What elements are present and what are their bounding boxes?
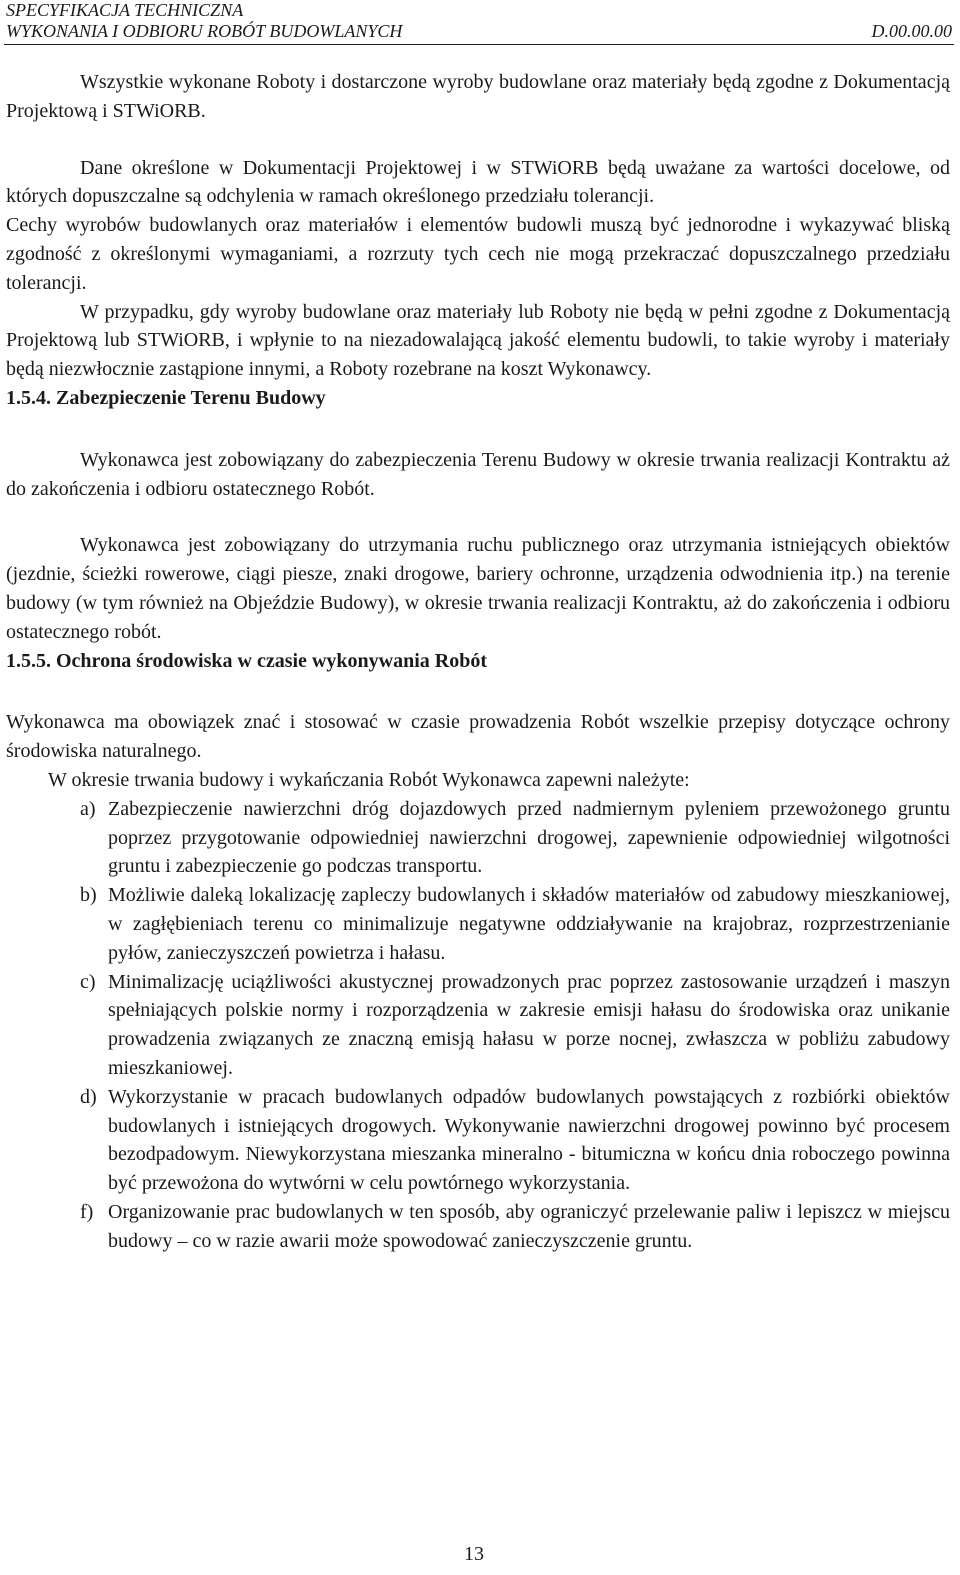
paragraph: Cechy wyrobów budowlanych oraz materiałów i elementów budowli muszą być jednorodne i wykazywać bliską zgodność z określonymi wymaganiami, a rozrzuty tych cech nie mogą przekraczać dopuszczalnego przedziału tolerancji. bbox=[6, 214, 950, 294]
paragraph: Wykonawca jest zobowiązany do utrzymania ruchu publicznego oraz utrzymania istniejących obiektów (jezdnie, ścieżki rowerowe, ciągi piesze, znaki drogowe, bariery ochronne, urządzenia odwodnienia itp.) na terenie budowy (w tym również na Objeździe Budowy), w okresie trwania realizacji Kontraktu, aż do zakończenia i odbioru ostatecznego robót. bbox=[6, 534, 950, 643]
page-number: 13 bbox=[464, 1543, 484, 1565]
list-item-text: Zabezpieczenie nawierzchni dróg dojazdowych przed nadmiernym pyleniem przewożonego gruntu poprzez przygotowanie odpowiedniej nawierzchni drogowej, zapewnienie odpowiedniej wilgotności gruntu i zabezpieczenie go podczas transportu. bbox=[108, 797, 950, 878]
list-marker: a) bbox=[80, 797, 96, 820]
list-item bbox=[6, 795, 950, 881]
page-content bbox=[6, 68, 950, 1255]
section-heading-1-5-4: 1.5.4. Zabezpieczenie Terenu Budowy bbox=[6, 386, 326, 409]
paragraph: Wykonawca jest zobowiązany do zabezpieczenia Terenu Budowy w okresie trwania realizacji Kontraktu aż do zakończenia i odbioru ostatecznego Robót. bbox=[6, 448, 950, 500]
list-item bbox=[6, 1198, 950, 1256]
requirements-list bbox=[6, 795, 950, 1256]
running-header bbox=[6, 0, 952, 42]
list-item bbox=[6, 1083, 950, 1198]
list-item-text: Organizowanie prac budowlanych w ten sposób, aby ograniczyć przelewanie paliw i lepiszcz w miejscu budowy – co w razie awarii może spowodować zanieczyszczenie gruntu. bbox=[108, 1200, 950, 1252]
list-item-text: Możliwie daleką lokalizację zapleczy budowlanych i składów materiałów od zabudowy mieszkaniowej, w zagłębieniach terenu co minimalizuje negatywne oddziaływanie na krajobraz, rozprzestrzenianie pyłów, zanieczyszczeń powietrza i hałasu. bbox=[108, 884, 950, 964]
list-marker: f) bbox=[80, 1200, 94, 1223]
list-item bbox=[6, 968, 950, 1083]
header-rule bbox=[4, 44, 954, 45]
list-item-text: Wykorzystanie w pracach budowlanych odpadów budowlanych powstających z rozbiórki obiektów budowlanych i istniejących drogowych. Wykonywanie nawierzchni drogowej powinno być procesem bezodpadowym. Niewykorzystana mieszanka mineralno - bitumiczna w końcu dnia roboczego powinna być przewożona do wytwórni w celu powtórnego wykorzystania. bbox=[108, 1085, 950, 1195]
paragraph: Dane określone w Dokumentacji Projektowej i w STWiORB będą uważane za wartości docelowe, od których dopuszczalne są odchylenia w ramach określonego przedziału tolerancji. bbox=[6, 156, 950, 208]
list-marker: d) bbox=[80, 1085, 97, 1108]
list-item bbox=[6, 881, 950, 967]
paragraph: Wszystkie wykonane Roboty i dostarczone wyroby budowlane oraz materiały będą zgodne z Dokumentacją Projektową i STWiORB. bbox=[6, 71, 950, 122]
list-marker: b) bbox=[80, 884, 97, 907]
header-code: D.00.00.00 bbox=[871, 21, 952, 41]
list-marker: c) bbox=[80, 970, 96, 993]
paragraph: W okresie trwania budowy i wykańczania Robót Wykonawca zapewni należyte: bbox=[48, 768, 690, 791]
header-title: SPECYFIKACJA TECHNICZNA bbox=[6, 0, 244, 20]
paragraph: Wykonawca ma obowiązek znać i stosować w czasie prowadzenia Robót wszelkie przepisy dotyczące ochrony środowiska naturalnego. bbox=[6, 711, 950, 763]
header-subtitle: WYKONANIA I ODBIORU ROBÓT BUDOWLANYCH bbox=[6, 21, 403, 41]
list-item-text: Minimalizację uciążliwości akustycznej prowadzonych prac poprzez zastosowanie urządzeń i maszyn spełniających polskie normy i rozporządzenia w zakresie emisji hałasu do środowiska oraz unikanie prowadzenia związanych ze znaczną emisją hałasu w porze nocnej, zwłaszcza w pobliżu zabudowy mieszkaniowej. bbox=[108, 970, 950, 1079]
paragraph: W przypadku, gdy wyroby budowlane oraz materiały lub Roboty nie będą w pełni zgodne z Dokumentacją Projektową lub STWiORB, i wpłynie to na niezadowalającą jakość elementu budowli, to takie wyroby i materiały będą niezwłocznie zastąpione innymi, a Roboty rozebrane na koszt Wykonawcy. bbox=[6, 300, 950, 381]
section-heading-1-5-5: 1.5.5. Ochrona środowiska w czasie wykonywania Robót bbox=[6, 649, 487, 672]
